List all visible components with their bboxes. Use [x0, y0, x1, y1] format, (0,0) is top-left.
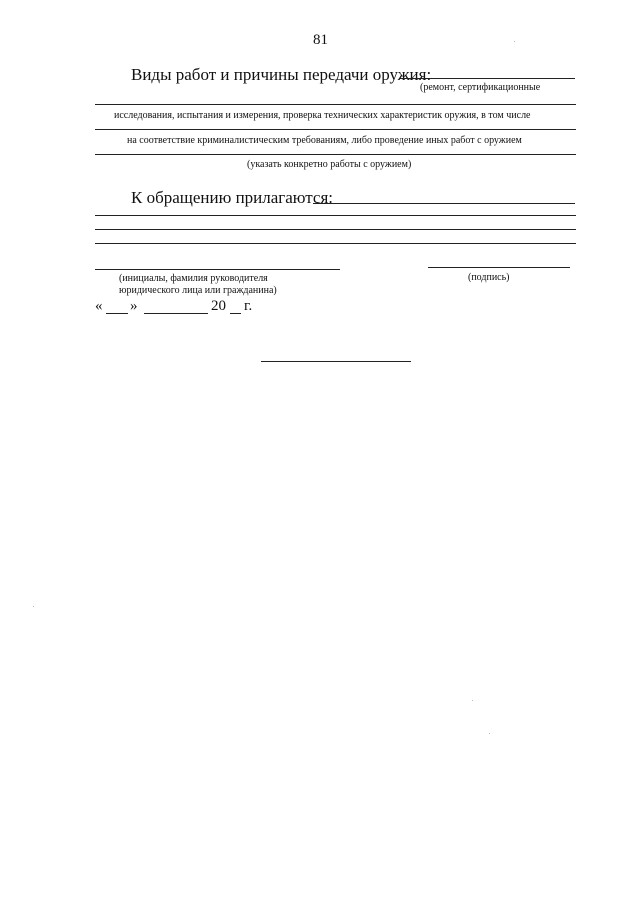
attachments-input-line-4[interactable]	[95, 243, 576, 244]
scan-speck	[472, 700, 473, 701]
attachments-input-line-3[interactable]	[95, 229, 576, 230]
signature-input-line[interactable]	[428, 267, 570, 268]
date-day-line[interactable]	[106, 313, 128, 314]
scan-speck	[33, 606, 34, 607]
page-number: 81	[313, 32, 328, 48]
scan-speck	[489, 733, 490, 734]
name-input-line[interactable]	[95, 269, 340, 270]
date-year-suffix: г.	[244, 298, 253, 314]
scan-speck	[514, 41, 515, 42]
signature-caption: (подпись)	[468, 272, 510, 283]
works-input-line-3[interactable]	[95, 129, 576, 130]
name-caption-line2: юридического лица или гражданина)	[119, 285, 277, 296]
works-input-line-2[interactable]	[95, 104, 576, 105]
attachments-label: К обращению прилагаются:	[131, 188, 334, 207]
works-input-line-1[interactable]	[400, 78, 575, 79]
closing-separator	[261, 361, 411, 362]
date-month-line[interactable]	[144, 313, 208, 314]
works-hint-line2: исследования, испытания и измерения, проверка технических характеристик оружия, в том числе	[114, 110, 531, 121]
date-close-quote: »	[130, 298, 138, 314]
attachments-input-line-1[interactable]	[313, 203, 575, 204]
attachments-input-line-2[interactable]	[95, 215, 576, 216]
works-hint-line3: на соответствие криминалистическим требованиям, либо проведение иных работ с оружием	[127, 135, 522, 146]
name-caption-line1: (инициалы, фамилия руководителя	[119, 273, 268, 284]
works-hint-line1: (ремонт, сертификационные	[420, 82, 541, 93]
date-year-line[interactable]	[230, 313, 241, 314]
works-label: Виды работ и причины передачи оружия:	[131, 65, 432, 84]
date-open-quote: «	[95, 298, 103, 314]
works-hint-caption: (указать конкретно работы с оружием)	[247, 159, 412, 170]
date-year-prefix: 20	[211, 298, 226, 314]
works-input-line-4[interactable]	[95, 154, 576, 155]
